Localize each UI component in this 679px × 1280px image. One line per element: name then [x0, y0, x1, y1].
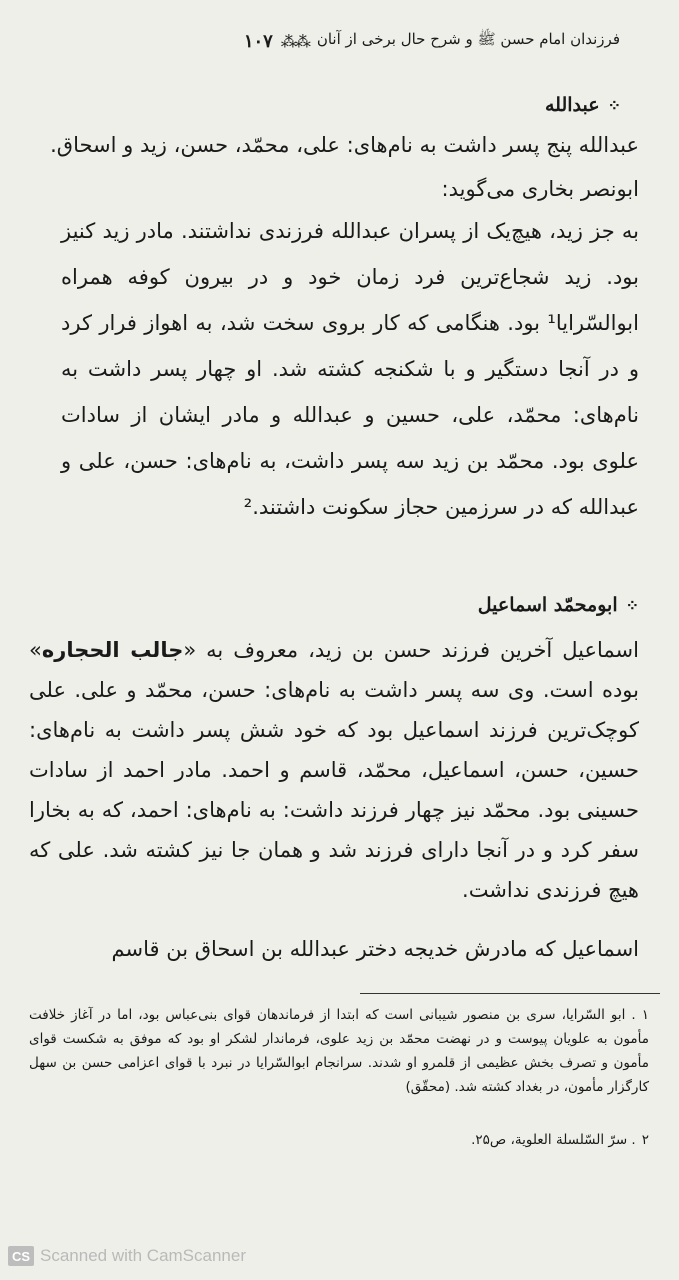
footnote-number: ۲	[641, 1132, 649, 1148]
section-title-ismail	[478, 594, 639, 616]
header-title: فرزندان امام حسن ﷺ و شرح حال برخی از آنان	[316, 30, 620, 48]
footnote-divider	[360, 993, 660, 994]
footnote-1	[29, 1003, 649, 1099]
section-bullet-icon: ⁘	[607, 95, 621, 115]
scanner-watermark	[8, 1246, 246, 1266]
page-number: ۱۰۷	[243, 30, 273, 52]
section2-body-part2: » بوده است. وی سه پسر داشت به نام‌های: حسن، محمّد و علی. علی کوچک‌ترین فرزند اسماعیل بود که خود شش پسر داشت به نام‌های: حسین، حسن، اسماعیل، محمّد، قاسم و احمد. مادر احمد از سادات حسینی بود. محمّد نیز چهار فرزند داشت: به نام‌های: احمد، که به بخارا سفر کرد و در آنجا دارای فرزند شد و همان جا نیز کشته شد. علی که هیچ فرزندی نداشت.	[29, 638, 639, 902]
section2-last-line: اسماعیل که مادرش خدیجه دختر عبدالله بن اسحاق بن قاسم	[111, 937, 639, 961]
footnote-2	[29, 1128, 649, 1152]
section2-body-part1: اسماعیل آخرین فرزند حسن بن زید، معروف به «	[183, 638, 639, 662]
footnote-number: ۱	[641, 1007, 649, 1023]
section1-quote-body: به جز زید، هیچ‌یک از پسران عبدالله فرزندی نداشتند. مادر زید کنیز بود. زید شجاع‌ترین فرد زمان خود و در بیرون کوفه همراه ابوالسّرایا¹ بود. هنگامی که کار بروی سخت شد، به اهواز فرار کرد و در آنجا دستگیر و با شکنجه کشته شد. او چهار پسر داشت به نام‌های: محمّد، علی، حسین و عبدالله و مادر ایشان از سادات علوی بود. محمّد بن زید سه پسر داشت، به نام‌های: حسن، علی و عبدالله که در سرزمین حجاز سکونت داشتند.²	[61, 219, 639, 519]
section1-intro: عبدالله پنج پسر داشت به نام‌های: علی، محمّد، حسن، زید و اسحاق.	[50, 133, 639, 157]
footnote-text: . ابو السّرایا، سری بن منصور شیبانی است که ابتدا از فرماندهان قوای بنی‌عباس بود، اما در آغاز خلافت مأمون به علویان پیوست و در نهضت محمّد بن زید علوی، فرماندار لشکر او بود که موفق به شکست قوای مأمون و تصرف بخش عظیمی از قلمرو او شدند. سرانجام ابوالسّرایا در نبرد با قوای اعزامی حسن بن سهل کارگزار مأمون، در بغداد کشته شد. (محقّق)	[29, 1007, 649, 1095]
running-header	[110, 30, 620, 52]
footnote-text: . سرّ السّلسلة العلویة، ص۲۵.	[471, 1132, 636, 1148]
section-title-abdullah	[545, 94, 621, 116]
section1-quote-lead: ابونصر بخاری می‌گوید:	[441, 177, 639, 201]
section2-epithet: جالب الحجاره	[41, 638, 184, 662]
section-bullet-icon: ⁘	[625, 595, 639, 615]
section-title-text: عبدالله	[545, 94, 600, 116]
scanner-label: Scanned with CamScanner	[40, 1246, 247, 1265]
section-title-text: ابومحمّد اسماعیل	[477, 594, 618, 616]
section2-body	[29, 630, 639, 910]
camscanner-logo-icon: CS	[8, 1246, 34, 1266]
header-ornament: ⁂⁂	[280, 31, 309, 51]
